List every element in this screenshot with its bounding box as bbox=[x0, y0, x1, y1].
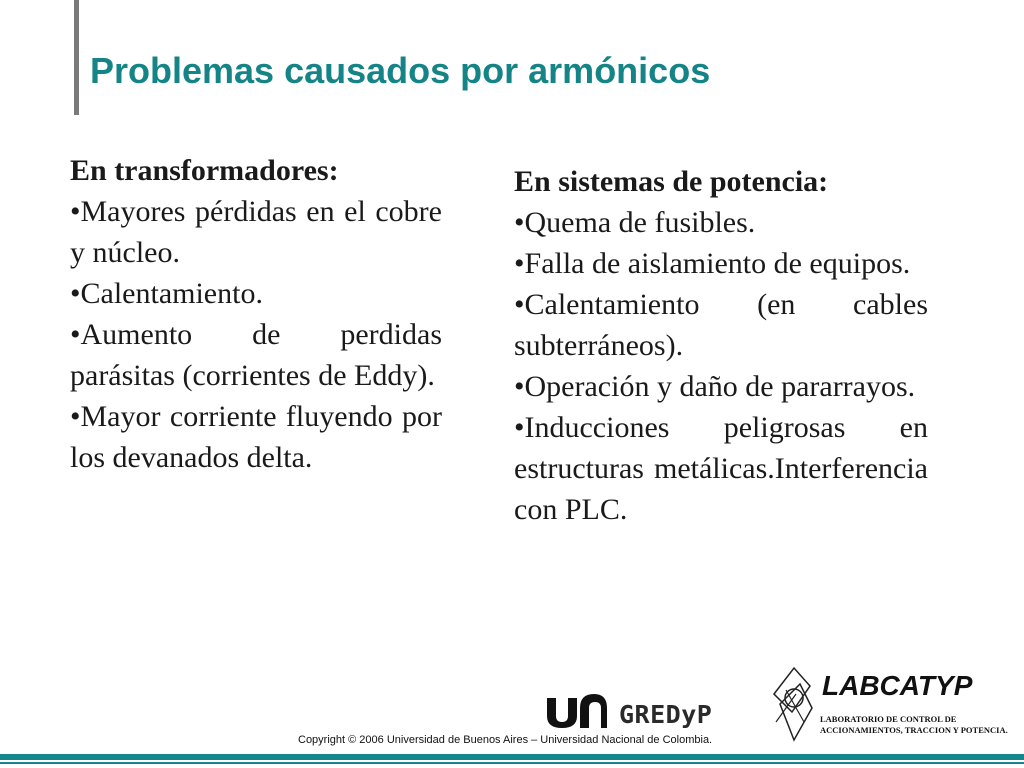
list-item: •Falla de aislamiento de equipos. bbox=[514, 247, 911, 280]
list-item: •Calentamiento. bbox=[70, 277, 263, 310]
footer-band bbox=[0, 754, 1024, 760]
footer-line bbox=[0, 762, 1024, 764]
gredyp-logo: GREDyP bbox=[619, 700, 713, 729]
power-systems-heading: En sistemas de potencia: bbox=[514, 165, 829, 198]
list-item: •Inducciones peligrosas en estructuras metálicas.Interferencia con PLC. bbox=[514, 411, 928, 526]
lab-emblem-icon bbox=[770, 664, 816, 744]
list-item: •Calentamiento (en cables subterráneos). bbox=[514, 288, 928, 362]
lab-subtitle-line: LABORATORIO DE CONTROL DE bbox=[820, 714, 957, 724]
list-item: •Mayores pérdidas en el cobre y núcleo. bbox=[70, 195, 442, 269]
un-logo-icon bbox=[545, 694, 607, 728]
title-accent-rule bbox=[74, 0, 79, 115]
copyright-text: Copyright © 2006 Universidad de Buenos Aires – Universidad Nacional de Colombia. bbox=[298, 734, 713, 746]
lab-subtitle bbox=[820, 714, 1020, 736]
transformers-column bbox=[70, 150, 442, 478]
power-systems-column bbox=[514, 161, 928, 530]
lab-subtitle-line: ACCIONAMIENTOS, TRACCION Y POTENCIA. bbox=[820, 725, 1008, 735]
list-item: •Mayor corriente fluyendo por los devanados delta. bbox=[70, 400, 442, 474]
list-item: •Quema de fusibles. bbox=[514, 206, 756, 239]
transformers-heading: En transformadores: bbox=[70, 154, 339, 187]
slide-title: Problemas causados por armónicos bbox=[90, 50, 711, 91]
labcatyp-logo: LABCATYP bbox=[822, 670, 973, 701]
list-item: •Aumento de perdidas parásitas (corrientes de Eddy). bbox=[70, 318, 442, 392]
list-item: •Operación y daño de pararrayos. bbox=[514, 370, 916, 403]
